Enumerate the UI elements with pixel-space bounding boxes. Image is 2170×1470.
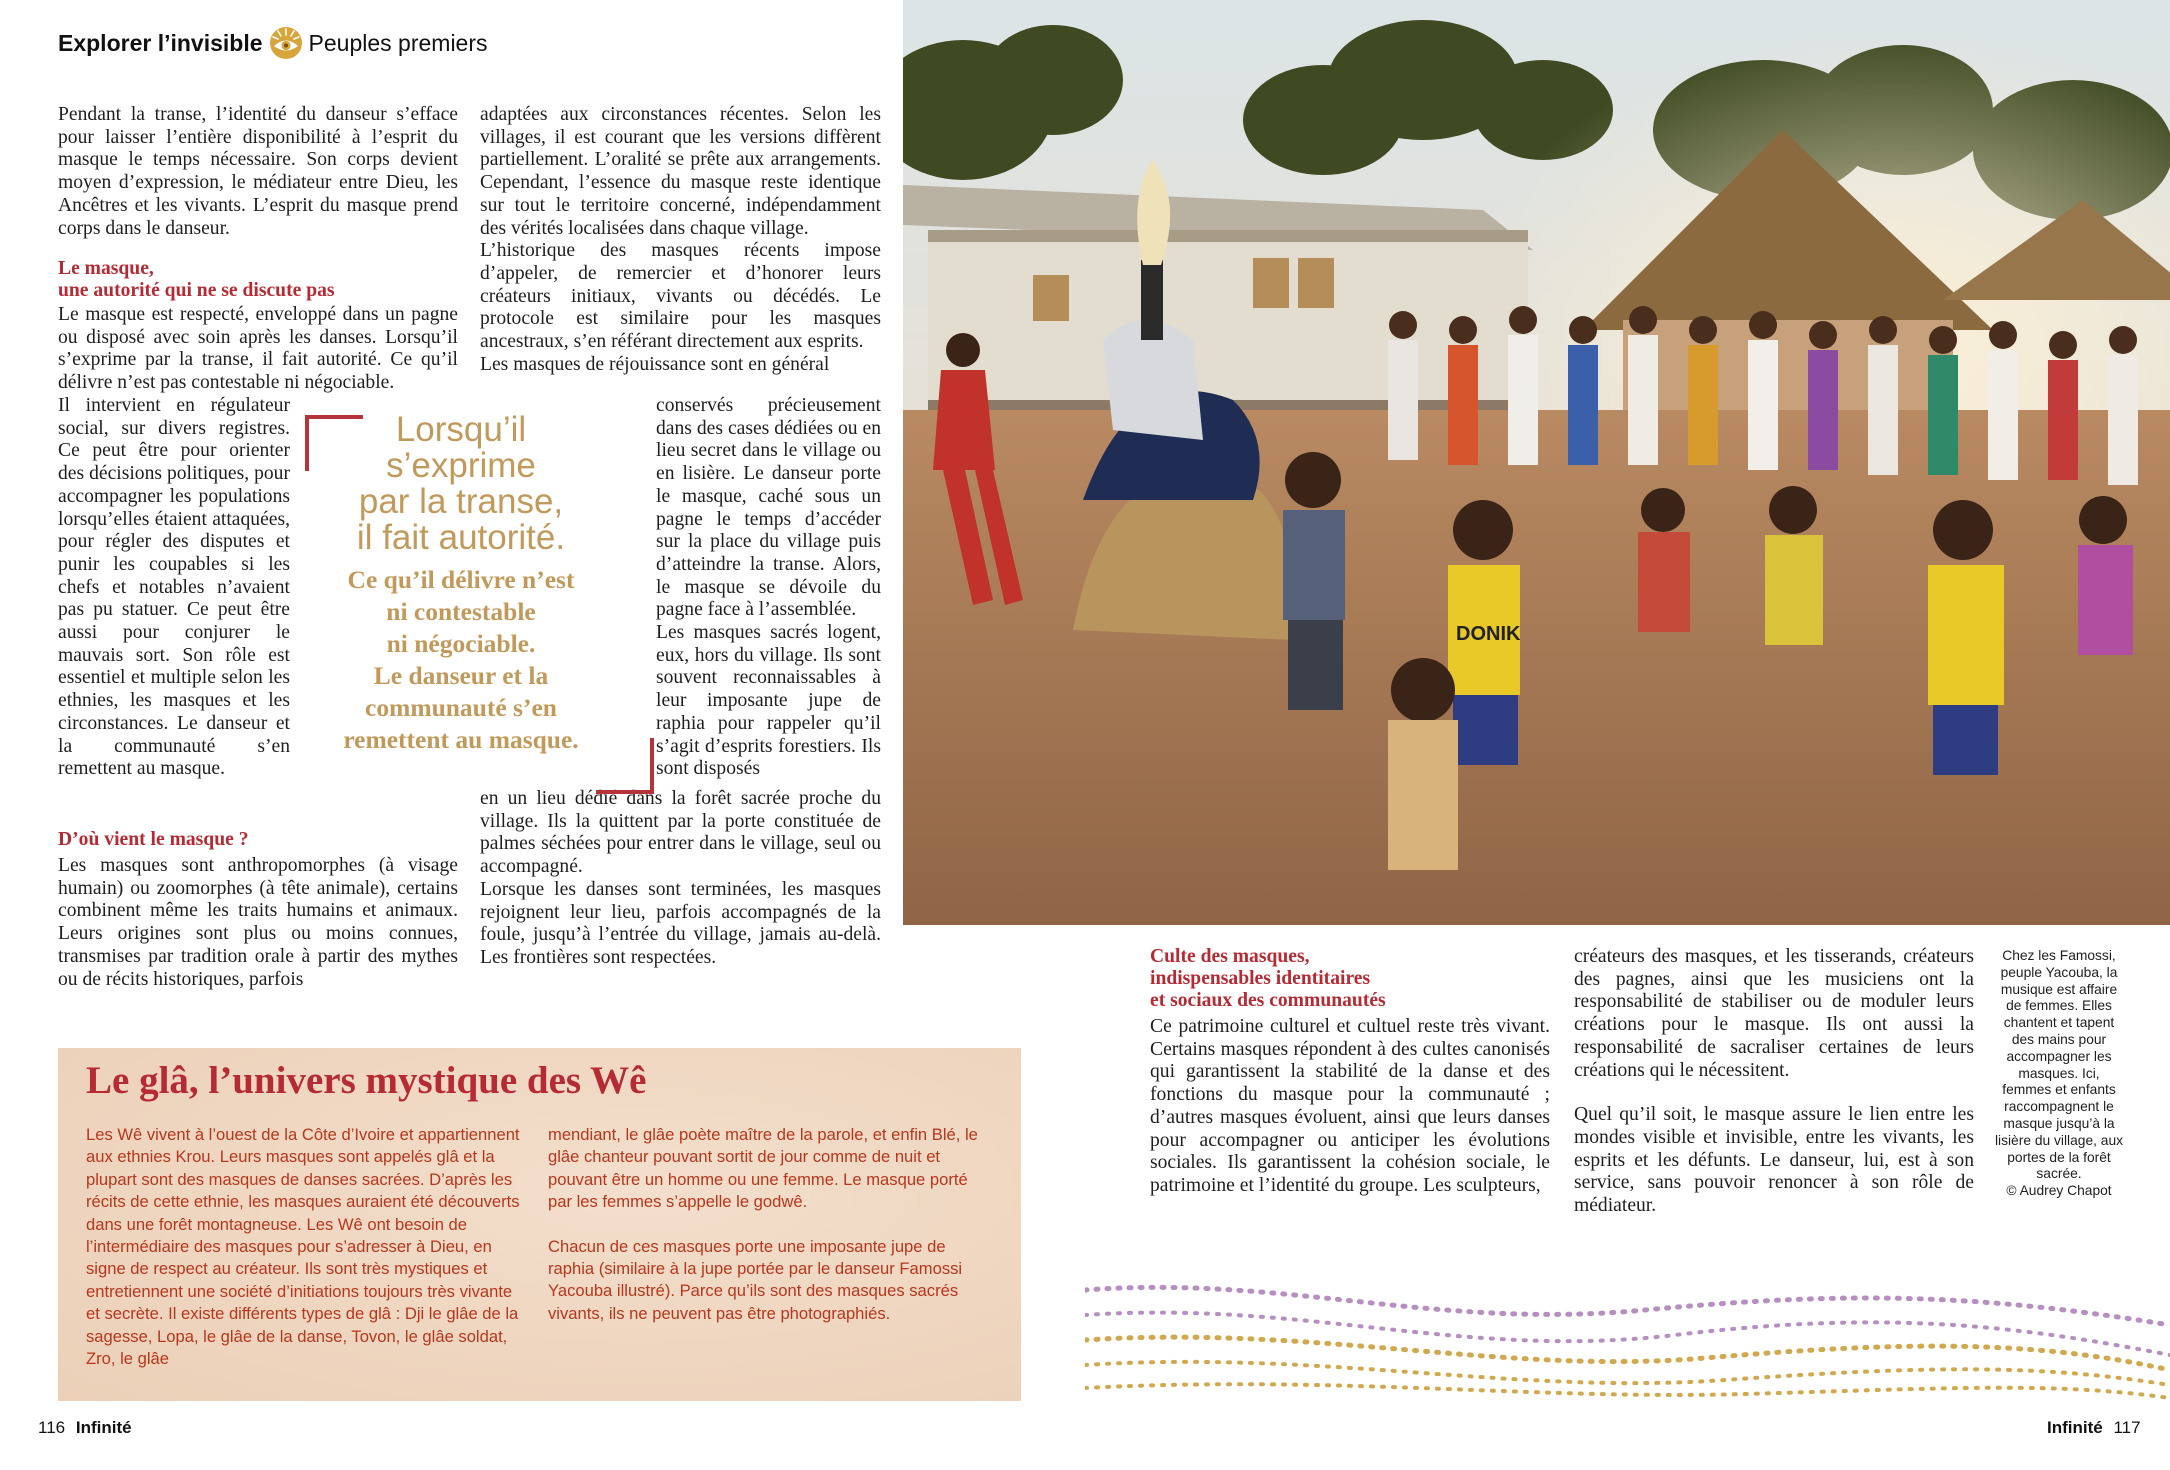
header-section: Peuples premiers [308, 29, 488, 56]
pullquote-line: il fait autorité. [356, 518, 566, 557]
pullquote-bold [300, 564, 622, 756]
right-col1 [1150, 1016, 1550, 1198]
pullquote-line: communauté s’en [365, 693, 557, 722]
subhead-cult-line: indispensables identitaires [1150, 968, 1371, 989]
photo-credit: © Audrey Chapot [2006, 1183, 2112, 1199]
magazine-name: Infinité [2047, 1418, 2103, 1437]
heritage-paragraph: Ce patrimoine culturel et cultuel reste très vivant. Certains masques répondent à des cultes canonisés qui garantissent la stabilité de la danse et des fonctions du masque pour la communauté ; d’autres masques évoluent, ainsi que leurs danses pour accompagner ou anticiper les évolutions sociales. Ils garantissent la cohésion sociale, le patrimoine et l’identité du groupe. Les sculpteurs, [1150, 1016, 1550, 1196]
col1-authority-narrow [58, 395, 290, 781]
oral-tradition-paragraph: adaptées aux circonstances récentes. Selon les villages, il est courant que les versions diffèrent partiellement. L’oralité se prête aux arrangements. Cependant, l’essence du masque reste identique sur tout le territoire concerné, indépendamment des vérités localisées dans chaque village. [480, 104, 881, 239]
caption-text: Chez les Famossi, peuple Yacouba, la musique est affaire de femmes. Elles chantent et tapent des mains pour accompagner les masques. Ici, femmes et enfants raccompagnent le masque jusqu’à la lisière du village, aux portes de la forêt sacrée. [1994, 948, 2124, 1182]
eye-logo-icon [269, 26, 303, 60]
photo-caption [1994, 948, 2124, 1200]
pullquote [300, 412, 622, 756]
page-number: 117 [2113, 1418, 2141, 1437]
rejoicing-paragraph-narrow: conservés précieusement dans des cases dédiées ou en lieu secret dans le village ou en lisière. Le danseur porte le masque, caché sous un pagne le temps d’accéder sur la place du village puis d’atteindre la transe. Alors, le masque se dévoile du pagne face à l’assemblée. [656, 395, 881, 621]
right-col2 [1574, 946, 1974, 1218]
pullquote-line: remettent au masque. [343, 725, 579, 754]
authority-paragraph-start: Le masque est respecté, enveloppé dans un pagne ou disposé avec soin après les danses. Lorsqu’il s’exprime par la transe, il fait autorité. Ce qu’il délivre n’est pas contestable ni négociable. [58, 304, 458, 394]
pullquote-light [300, 412, 622, 556]
link-paragraph: Quel qu’il soit, le masque assure le lien entre les mondes visible et invisible, entre les vivants, les esprits et les défunts. Le danseur, lui, est à son service, sans pouvoir renoncer à son rôle de médiateur. [1574, 1104, 1974, 1217]
col2-narrow [656, 395, 881, 781]
col2-top [480, 104, 881, 376]
folio-right [2047, 1418, 2141, 1438]
page-number: 116 [38, 1418, 66, 1437]
intro-paragraph: Pendant la transe, l’identité du danseur s’efface pour laisser l’entière disponibilité à l’esprit du masque le temps nécessaire. Son corps devient moyen d’expression, le médiateur entre Dieu, les Ancêtres et les vivants. L’esprit du masque prend corps dans le danseur. [58, 104, 458, 239]
col2-bottom [480, 788, 881, 970]
sacred-masks-paragraph-end: en un lieu dédié dans la forêt sacrée proche du village. Ils la quittent par la porte constituée de palmes séchées pour entrer dans le village, seul ou accompagné. [480, 788, 881, 878]
subhead-cult-line: et sociaux des communautés [1150, 990, 1386, 1011]
jersey-text: DONIK [1456, 623, 1521, 645]
folio-left [38, 1418, 132, 1438]
subhead-authority-line1: Le masque, [58, 258, 154, 279]
authority-paragraph-narrow: Il intervient en régulateur social, sur divers registres. Ce peut être pour orienter des décisions politiques, pour accompagner les populations lorsqu’elles étaient attaquées, pour régler des disputes et punir les coupables si les chefs et notables n’avaient pas pu statuer. Ce peut être aussi pour conjurer le mauvais sort. Son rôle est essentiel et multiple selon les ethnies, les masques et les circonstances. Le danseur et la communauté s’en remettent au masque. [58, 395, 290, 780]
pullquote-line: Le danseur et la [373, 661, 549, 690]
end-dances-paragraph: Lorsque les danses sont terminées, les masques rejoignent leur lieu, parfois accompagnés de la foule, jusqu’à l’entrée du village, jamais au-delà. Les frontières sont respectées. [480, 878, 881, 968]
subhead-authority [58, 258, 458, 302]
inset-box-paragraph: Les Wê vivent à l’ouest de la Côte d’Ivoire et appartiennent aux ethnies Krou. Leurs masques sont appelés glâ et la plupart sont des masques de danses sacrées. D’après les récits de cette ethnie, les masques auraient été découverts dans une forêt montagneuse. Les Wê ont besoin de l’intermédiaire des masques pour s’adresser à Dieu, en signe de respect au créateur. Ils sont très mystiques et entretiennent une société d’initiations toujours très vivante et secrète. Il existe différents types de glâ : Dji le glâe de la sagesse, Lopa, le glâe de la danse, Tovon, le glâe soldat, Zro, le glâe [86, 1125, 520, 1369]
origin-paragraph: Les masques sont anthropomorphes (à visage humain) ou zoomorphes (à tête animale), certains combinent même les traits humains et animaux. Leurs origines sont plus ou moins connues, transmises par tradition orale à partir des mythes ou de récits historiques, parfois [58, 855, 458, 990]
creators-paragraph: créateurs des masques, et les tisserands, créateurs des pagnes, ainsi que les musiciens ont la responsabilité de stabiliser ou de moduler leurs créations pour le masque. Ils ont aussi la responsabilité de sacraliser certaines de leurs créations qui le nécessitent. [1574, 946, 1974, 1081]
inset-box-paragraph: Chacun de ces masques porte une imposante jupe de raphia (similaire à la jupe portée par le danseur Famossi Yacouba illustré). Parce qu’ils sont des masques sacrés vivants, ils ne peuvent pas être photographiés. [548, 1236, 963, 1323]
decorative-dotted-waves [1085, 1270, 2170, 1400]
inset-box-paragraph: mendiant, le glâe poète maître de la parole, et enfin Blé, le glâe chanteur pouvant sortit de jour comme de nuit et pouvant être un homme ou une femme. Le masque porté par les femmes s’appelle le godwê. [548, 1125, 978, 1212]
inset-box-col2 [548, 1124, 988, 1325]
pullquote-line: ni contestable [386, 597, 536, 626]
rejoicing-paragraph-start: Les masques de réjouissance sont en général [480, 353, 830, 375]
header-title: Explorer l’invisible [58, 29, 263, 56]
subhead-origin-text: D’où vient le masque ? [58, 829, 249, 850]
village-photo [903, 0, 2170, 925]
subhead-cult-line: Culte des masques, [1150, 946, 1310, 967]
pullquote-line: par la transe, [358, 482, 564, 521]
col1-intro [58, 104, 458, 240]
subhead-origin [58, 829, 458, 851]
sacred-masks-paragraph-narrow: Les masques sacrés logent, eux, hors du village. Ils sont souvent reconnaissables à leur imposante jupe de raphia pour rappeler qu’il s’agit d’esprits forestiers. Ils sont disposés [656, 622, 881, 780]
photo-illustration [903, 0, 2170, 925]
history-paragraph: L’historique des masques récents impose d’appeler, de remercier et d’honorer leurs créateurs initiaux, vivants ou décédés. Le protocole est similaire pour les masques ancestraux, s’en référant directement aux esprits. [480, 240, 881, 353]
pullquote-line: s’exprime [386, 446, 536, 485]
col1-origin [58, 855, 458, 991]
pullquote-line: Ce qu’il délivre n’est [347, 565, 575, 594]
subhead-authority-line2: une autorité qui ne se discute pas [58, 280, 335, 301]
pullquote-line: Lorsqu’il [395, 410, 527, 449]
col1-authority-full [58, 304, 458, 395]
running-header [58, 26, 488, 60]
inset-box-title: Le glâ, l’univers mystique des Wê [86, 1059, 647, 1102]
inset-box-col1 [86, 1124, 526, 1370]
pullquote-line: ni négociable. [386, 629, 536, 658]
subhead-cult [1150, 946, 1550, 1012]
magazine-name: Infinité [75, 1418, 132, 1437]
